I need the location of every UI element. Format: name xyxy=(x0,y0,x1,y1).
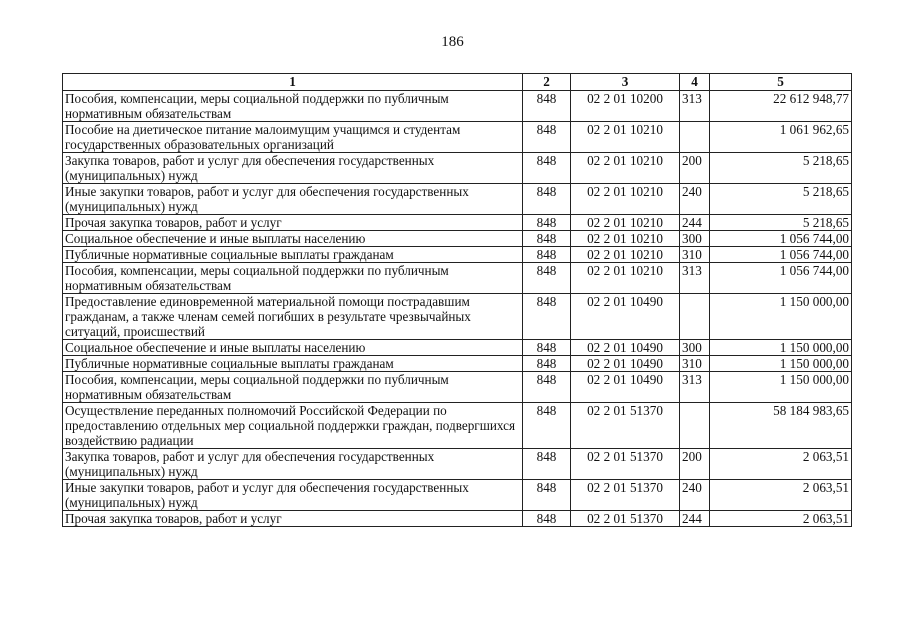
row-code: 02 2 01 10210 xyxy=(571,263,680,294)
page-number: 186 xyxy=(441,34,464,50)
row-name: Пособие на диетическое питание малоимущим учащимся и студентам государственных образовательных организаций xyxy=(63,122,523,153)
row-name: Закупка товаров, работ и услуг для обеспечения государственных (муниципальных) нужд xyxy=(63,153,523,184)
row-type: 310 xyxy=(680,356,710,372)
row-code: 02 2 01 10210 xyxy=(571,231,680,247)
row-type: 240 xyxy=(680,184,710,215)
table-row xyxy=(63,153,852,184)
row-type xyxy=(680,403,710,449)
row-admin: 848 xyxy=(523,184,571,215)
row-type: 200 xyxy=(680,153,710,184)
row-admin: 848 xyxy=(523,480,571,511)
header-row xyxy=(63,74,852,91)
row-type: 310 xyxy=(680,247,710,263)
row-amount: 5 218,65 xyxy=(710,215,852,231)
column-header-amount: 5 xyxy=(710,74,852,91)
row-type: 313 xyxy=(680,91,710,122)
table-row xyxy=(63,263,852,294)
column-header-code: 3 xyxy=(571,74,680,91)
row-type: 300 xyxy=(680,231,710,247)
row-type: 240 xyxy=(680,480,710,511)
table-row xyxy=(63,215,852,231)
row-type: 313 xyxy=(680,372,710,403)
row-amount: 1 061 962,65 xyxy=(710,122,852,153)
column-header-admin: 2 xyxy=(523,74,571,91)
row-code: 02 2 01 10210 xyxy=(571,215,680,231)
row-amount: 5 218,65 xyxy=(710,153,852,184)
row-amount: 1 150 000,00 xyxy=(710,372,852,403)
row-code: 02 2 01 10490 xyxy=(571,372,680,403)
row-amount: 1 056 744,00 xyxy=(710,247,852,263)
row-admin: 848 xyxy=(523,153,571,184)
budget-table xyxy=(62,73,852,527)
row-name: Публичные нормативные социальные выплаты гражданам xyxy=(63,247,523,263)
row-amount: 1 150 000,00 xyxy=(710,340,852,356)
row-code: 02 2 01 10490 xyxy=(571,340,680,356)
row-admin: 848 xyxy=(523,449,571,480)
row-code: 02 2 01 10200 xyxy=(571,91,680,122)
row-amount: 2 063,51 xyxy=(710,511,852,527)
row-amount: 2 063,51 xyxy=(710,480,852,511)
row-type: 200 xyxy=(680,449,710,480)
row-type: 313 xyxy=(680,263,710,294)
table-row xyxy=(63,372,852,403)
table-row xyxy=(63,511,852,527)
table-row xyxy=(63,403,852,449)
row-type xyxy=(680,294,710,340)
row-admin: 848 xyxy=(523,122,571,153)
table-row xyxy=(63,184,852,215)
row-admin: 848 xyxy=(523,340,571,356)
row-admin: 848 xyxy=(523,372,571,403)
row-code: 02 2 01 10210 xyxy=(571,153,680,184)
row-code: 02 2 01 51370 xyxy=(571,511,680,527)
row-code: 02 2 01 51370 xyxy=(571,449,680,480)
row-admin: 848 xyxy=(523,231,571,247)
row-name: Публичные нормативные социальные выплаты гражданам xyxy=(63,356,523,372)
row-amount: 58 184 983,65 xyxy=(710,403,852,449)
row-name: Иные закупки товаров, работ и услуг для обеспечения государственных (муниципальных) нужд xyxy=(63,184,523,215)
row-name: Осуществление переданных полномочий Российской Федерации по предоставлению отдельных мер социальной поддержки граждан, подвергшихся воздействию радиации xyxy=(63,403,523,449)
row-name: Пособия, компенсации, меры социальной поддержки по публичным нормативным обязательствам xyxy=(63,91,523,122)
row-name: Иные закупки товаров, работ и услуг для обеспечения государственных (муниципальных) нужд xyxy=(63,480,523,511)
column-header-type: 4 xyxy=(680,74,710,91)
row-name: Закупка товаров, работ и услуг для обеспечения государственных (муниципальных) нужд xyxy=(63,449,523,480)
row-name: Пособия, компенсации, меры социальной поддержки по публичным нормативным обязательствам xyxy=(63,372,523,403)
table-row xyxy=(63,340,852,356)
row-amount: 1 150 000,00 xyxy=(710,294,852,340)
table-row xyxy=(63,294,852,340)
row-type: 300 xyxy=(680,340,710,356)
row-amount: 1 150 000,00 xyxy=(710,356,852,372)
row-code: 02 2 01 10490 xyxy=(571,294,680,340)
column-header-name: 1 xyxy=(63,74,523,91)
table-row xyxy=(63,122,852,153)
row-amount: 2 063,51 xyxy=(710,449,852,480)
row-amount: 1 056 744,00 xyxy=(710,263,852,294)
row-admin: 848 xyxy=(523,263,571,294)
row-admin: 848 xyxy=(523,511,571,527)
row-amount: 5 218,65 xyxy=(710,184,852,215)
table-row xyxy=(63,356,852,372)
row-code: 02 2 01 10210 xyxy=(571,247,680,263)
table-row xyxy=(63,480,852,511)
table-row xyxy=(63,449,852,480)
row-admin: 848 xyxy=(523,356,571,372)
row-name: Пособия, компенсации, меры социальной поддержки по публичным нормативным обязательствам xyxy=(63,263,523,294)
row-name: Прочая закупка товаров, работ и услуг xyxy=(63,215,523,231)
table-row xyxy=(63,91,852,122)
row-code: 02 2 01 10210 xyxy=(571,122,680,153)
row-type: 244 xyxy=(680,511,710,527)
row-name: Прочая закупка товаров, работ и услуг xyxy=(63,511,523,527)
row-type xyxy=(680,122,710,153)
row-code: 02 2 01 10490 xyxy=(571,356,680,372)
row-name: Социальное обеспечение и иные выплаты населению xyxy=(63,340,523,356)
table-body xyxy=(63,91,852,527)
row-amount: 22 612 948,77 xyxy=(710,91,852,122)
row-admin: 848 xyxy=(523,403,571,449)
row-code: 02 2 01 10210 xyxy=(571,184,680,215)
row-code: 02 2 01 51370 xyxy=(571,403,680,449)
row-amount: 1 056 744,00 xyxy=(710,231,852,247)
table-row xyxy=(63,247,852,263)
row-type: 244 xyxy=(680,215,710,231)
row-admin: 848 xyxy=(523,91,571,122)
row-admin: 848 xyxy=(523,247,571,263)
row-code: 02 2 01 51370 xyxy=(571,480,680,511)
row-admin: 848 xyxy=(523,294,571,340)
table-header xyxy=(63,74,852,91)
row-name: Социальное обеспечение и иные выплаты населению xyxy=(63,231,523,247)
row-admin: 848 xyxy=(523,215,571,231)
row-name: Предоставление единовременной материальной помощи пострадавшим гражданам, а также членам семей погибших в результате чрезвычайных ситуаций, происшествий xyxy=(63,294,523,340)
table-row xyxy=(63,231,852,247)
